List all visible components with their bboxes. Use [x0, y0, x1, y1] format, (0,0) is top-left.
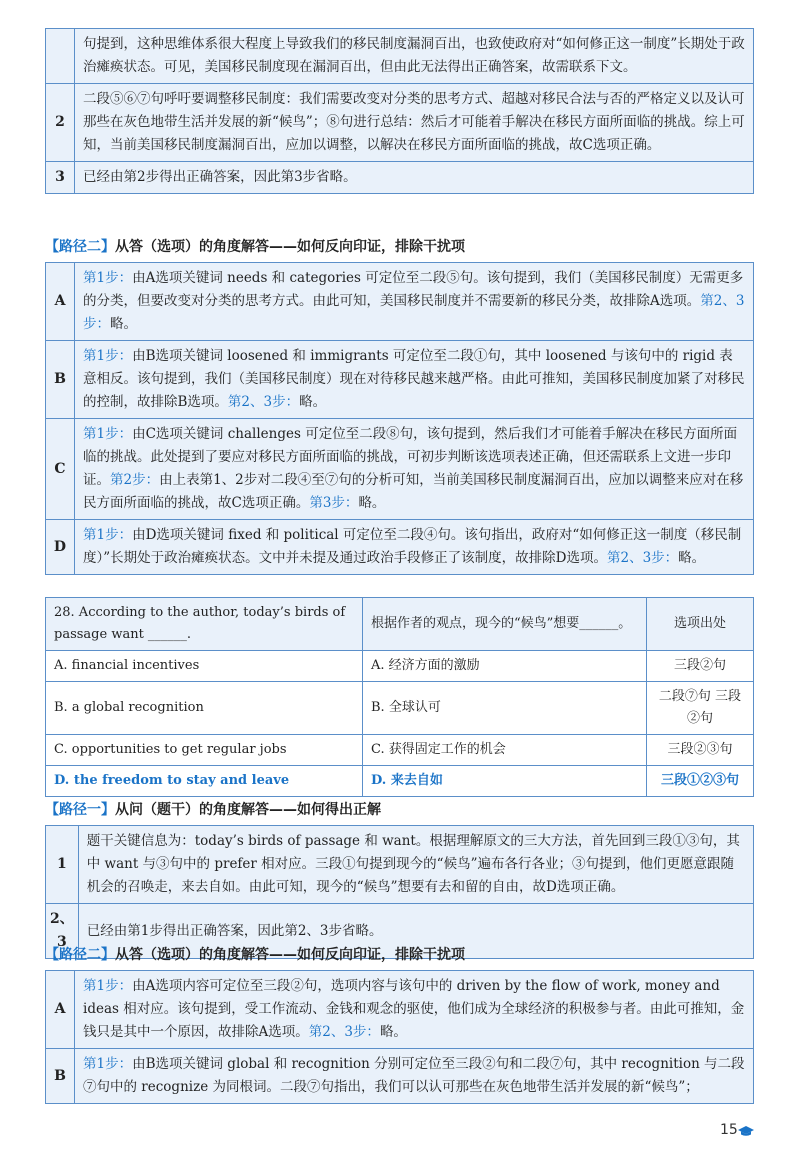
step-label: 第2、3步： [308, 1024, 380, 1040]
option-en: D. the freedom to stay and leave [46, 766, 363, 797]
step-label: 第2、3步： [606, 550, 679, 566]
row-label: 3 [46, 162, 75, 194]
row-label: 2、3 [46, 904, 79, 959]
page-number: 15 [720, 1122, 738, 1138]
heading-bracket-close: 】 [101, 239, 115, 255]
row-text [75, 341, 754, 419]
option-source: 三段②句 [647, 651, 754, 682]
step-text: 由A选项内容可定位至三段②句，选项内容与该句中的 driven by the flow of work, money and ideas 相对应。该句提到，受工作流动、金钱和观念的驱使，他们成为全球经济的积极参与者。由此可推知，金钱只是其中一个原因，故排除A选项。 [83, 978, 745, 1040]
option-cn: A. 经济方面的激励 [363, 651, 647, 682]
option-row [46, 651, 754, 682]
option-en: A. financial incentives [46, 651, 363, 682]
heading-title: 从答（选项）的角度解答——如何反向印证，排除干扰项 [115, 947, 465, 963]
step-text: 由C选项关键词 challenges 可定位至二段⑧句，该句提到，然后我们才可能着手解决在移民方面所面临的挑战。此处提到了要应对移民方面所面临的挑战，可初步判断该选项表述正确，但还需联系上文进一步印证。 [83, 426, 738, 488]
table-row [46, 29, 754, 84]
row-label [46, 29, 75, 84]
options-analysis-table-2 [45, 970, 754, 1104]
step-text: 略。 [110, 316, 137, 332]
step-text: 由D选项关键词 fixed 和 political 可定位至二段④句。该句指出，政府对“如何修正这一制度（移民制度）”长期处于政治瘫痪状态。文中并未提及通过政治手段修正了该制度，故排除D选项。 [83, 527, 742, 566]
table-row [46, 341, 754, 419]
row-text: 句提到，这种思维体系很大程度上导致我们的移民制度漏洞百出，也致使政府对“如何修正这一制度”长期处于政治瘫痪状态。可见，美国移民制度现在漏洞百出，但由此无法得出正确答案，故需联系下文。 [75, 29, 754, 84]
heading-bracket-open: 【 [45, 239, 59, 255]
row-text: 已经由第2步得出正确答案，因此第3步省略。 [75, 162, 754, 194]
option-source: 三段②③句 [647, 735, 754, 766]
option-en: B. a global recognition [46, 682, 363, 735]
heading-label: 路径二 [59, 239, 101, 255]
heading-title: 从答（选项）的角度解答——如何反向印证，排除干扰项 [115, 239, 465, 255]
step-text: 由B选项关键词 global 和 recognition 分别可定位至三段②句和二段⑦句，其中 recognition 与二段⑦句中的 recognize 为同根词。二段⑦句指出，我们可以认可那些在灰色地带生活并发展的新“候鸟”； [83, 1056, 745, 1095]
table-row [46, 419, 754, 520]
row-label: C [46, 419, 75, 520]
section-heading [45, 799, 381, 819]
table-row [46, 84, 754, 162]
step-label: 第1步： [83, 348, 133, 364]
step-text: 由B选项关键词 loosened 和 immigrants 可定位至二段①句，其中 loosened 与该句中的 rigid 表意相反。该句提到，我们（美国移民制度）现在对待移民越来越严格。由此可推知，美国移民制度加紧了对移民的控制，故排除B选项。 [83, 348, 745, 410]
source-header: 选项出处 [647, 598, 754, 651]
heading-bracket-close: 】 [101, 947, 115, 963]
heading-label: 路径二 [59, 947, 101, 963]
step-label: 第2步： [110, 472, 160, 488]
graduation-cap-icon [738, 1125, 754, 1137]
option-row-correct [46, 766, 754, 797]
path1-analysis-table [45, 825, 754, 959]
option-source: 二段⑦句 三段②句 [647, 682, 754, 735]
row-label: B [46, 1049, 75, 1104]
step-label: 第2、3步： [227, 394, 300, 410]
step-text: 由A选项关键词 needs 和 categories 可定位至二段⑤句。该句提到，我们（美国移民制度）无需更多的分类，但要改变对分类的思考方式。由此可知，美国移民制度并不需要新的移民分类，故排除A选项。 [83, 270, 744, 309]
row-label: A [46, 263, 75, 341]
row-label: D [46, 520, 75, 575]
row-text [75, 520, 754, 575]
row-text: 二段⑤⑥⑦句呼吁要调整移民制度：我们需要改变对分类的思考方式、超越对移民合法与否的严格定义以及认可那些在灰色地带生活并发展的新“候鸟”；⑧句进行总结：然后才可能着手解决在移民方面所面临的挑战。综上可知，当前美国移民制度漏洞百出，应加以调整，以解决在移民方面所面临的挑战，故C选项正确。 [75, 84, 754, 162]
heading-label: 路径一 [59, 802, 101, 818]
step-label: 第1步： [83, 1056, 133, 1072]
step-label: 第1步： [83, 270, 133, 286]
step-label: 第1步： [83, 527, 133, 543]
row-text [75, 971, 754, 1049]
row-text [75, 263, 754, 341]
option-en: C. opportunities to get regular jobs [46, 735, 363, 766]
step-text: 略。 [678, 550, 706, 566]
step-label: 第3步： [309, 495, 359, 511]
step-label: 第1步： [83, 426, 133, 442]
heading-bracket-open: 【 [45, 947, 59, 963]
row-label: 2 [46, 84, 75, 162]
table-row [46, 971, 754, 1049]
row-label: B [46, 341, 75, 419]
option-cn: B. 全球认可 [363, 682, 647, 735]
step-text: 由上表第1、2步对二段④至⑦句的分析可知，当前美国移民制度漏洞百出，应加以调整来应对在移民方面所面临的挑战，故C选项正确。 [83, 472, 744, 511]
table-row [46, 263, 754, 341]
heading-bracket-open: 【 [45, 802, 59, 818]
question-28-table [45, 597, 754, 797]
top-analysis-table [45, 28, 754, 194]
option-row [46, 682, 754, 735]
table-row [46, 1049, 754, 1104]
row-text: 题干关键信息为：today’s birds of passage 和 want。根据理解原文的三大方法，首先回到三段①③句，其中 want 与③句中的 prefer 相对应。三段①句提到现今的“候鸟”遍布各行各业；③句提到，他们更愿意跟随机会的召唤走，来去自如。由此可知，现今的“候鸟”想要有去和留的自由，故D选项正确。 [78, 826, 753, 904]
option-cn: D. 来去自如 [363, 766, 647, 797]
option-row [46, 735, 754, 766]
step-label: 第1步： [83, 978, 133, 994]
option-source: 三段①②③句 [647, 766, 754, 797]
options-analysis-table [45, 262, 754, 575]
table-row [46, 162, 754, 194]
table-row [46, 520, 754, 575]
row-text [75, 419, 754, 520]
step-text: 略。 [379, 1024, 407, 1040]
row-label: A [46, 971, 75, 1049]
step-label: 第2、3步： [83, 293, 745, 332]
heading-title: 从问（题干）的角度解答——如何得出正解 [115, 802, 381, 818]
row-text [75, 1049, 754, 1104]
section-heading [45, 944, 465, 964]
table-row [46, 826, 754, 904]
question-cn: 根据作者的观点，现今的“候鸟”想要______。 [363, 598, 647, 651]
step-text: 略。 [358, 495, 386, 511]
row-text: 已经由第1步得出正确答案，因此第2、3步省略。 [78, 904, 753, 959]
step-text: 略。 [299, 394, 327, 410]
question-header-row [46, 598, 754, 651]
row-label: 1 [46, 826, 79, 904]
question-en: 28. According to the author, today’s birds of passage want ______. [46, 598, 363, 651]
heading-bracket-close: 】 [101, 802, 115, 818]
option-cn: C. 获得固定工作的机会 [363, 735, 647, 766]
section-heading [45, 236, 465, 256]
